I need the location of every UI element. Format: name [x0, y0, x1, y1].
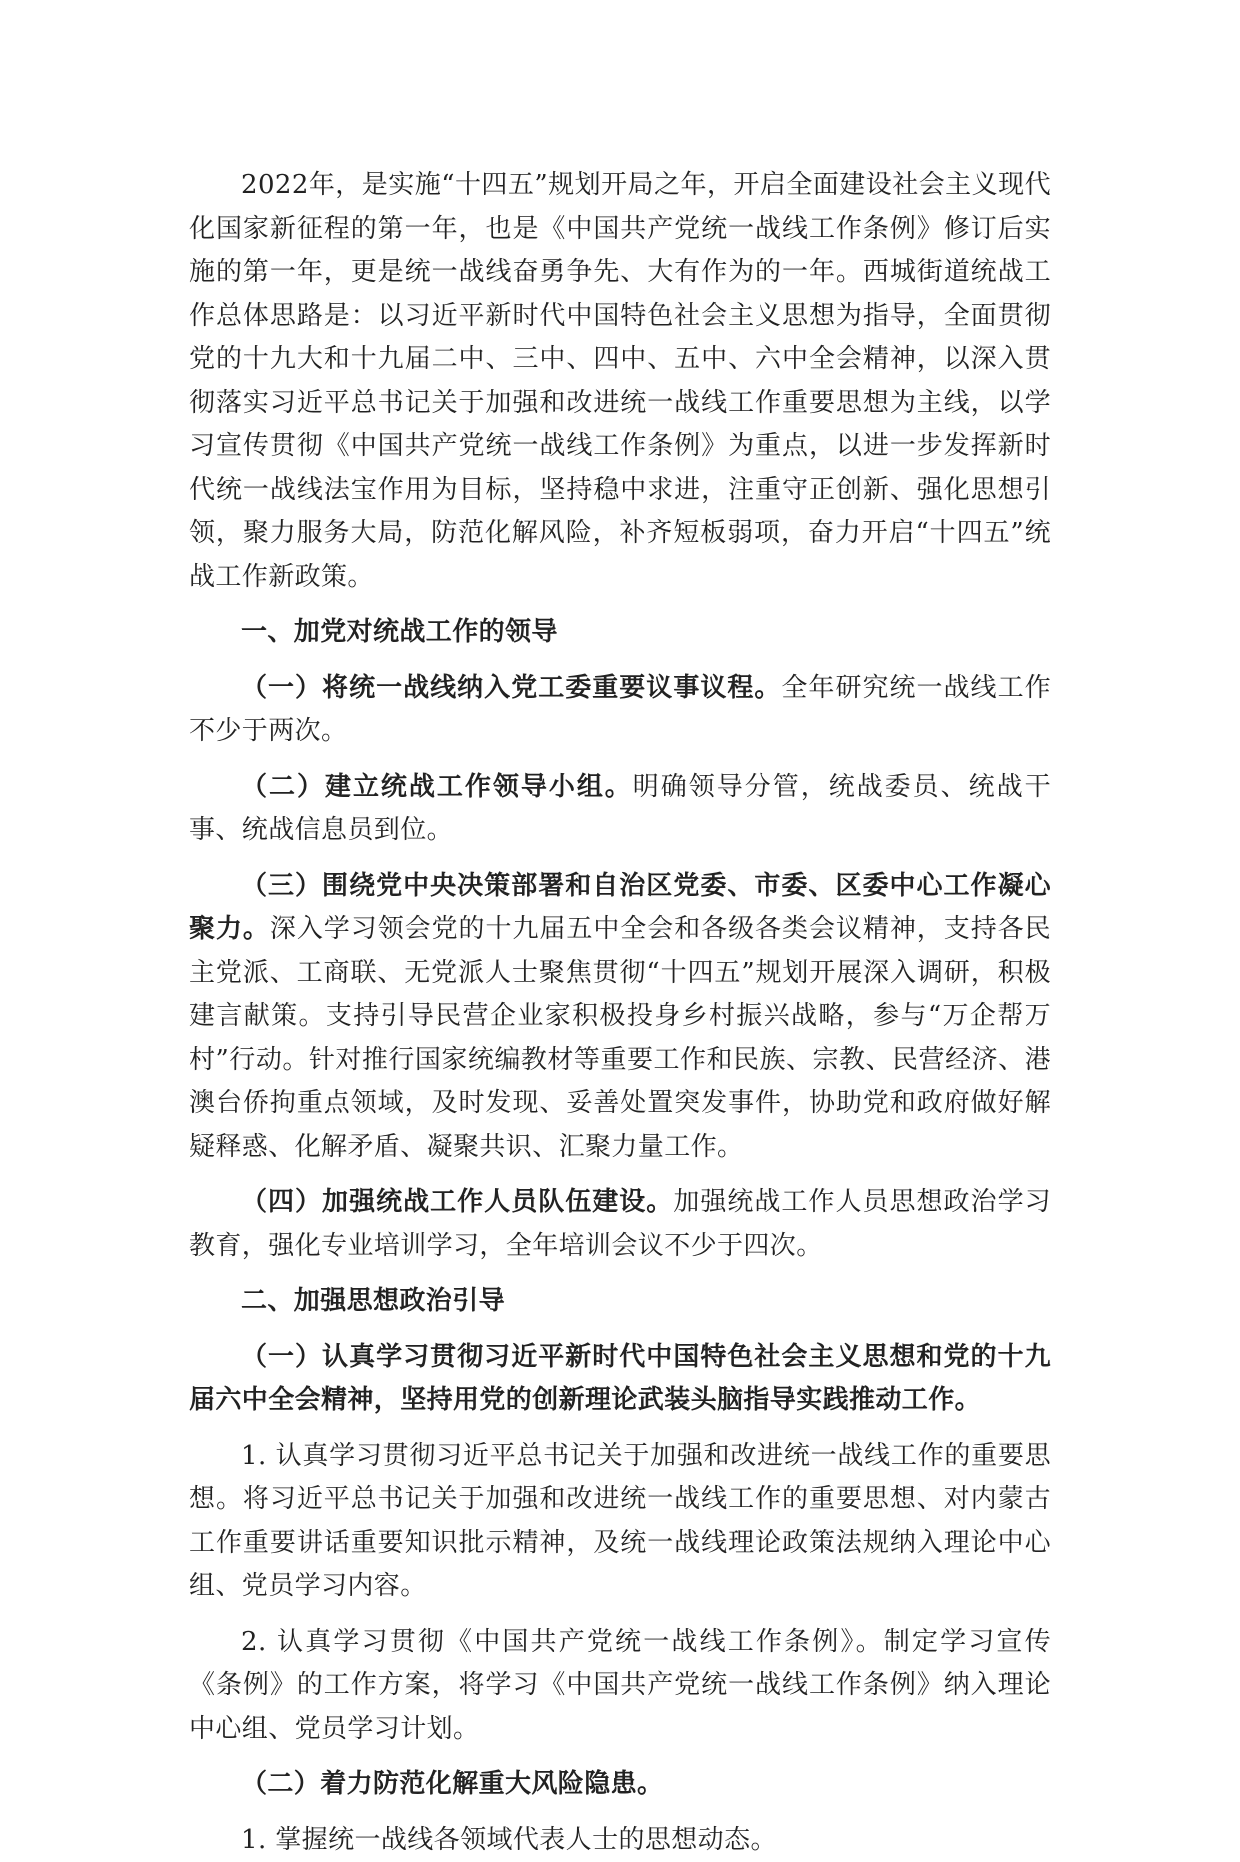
section1-item-3 [189, 865, 1051, 1170]
section2-sub-1: 1. 认真学习贯彻习近平总书记关于加强和改进统一战线工作的重要思想。将习近平总书记关于加强和改进统一战线工作的重要思想、对内蒙古工作重要讲话重要知识批示精神，及统一战线理论政策法规纳入理论中心组、党员学习内容。 [189, 1435, 1051, 1609]
item-lead: （三）围绕党中央决策部署和自治区党委、市委、区委中心工作凝心聚力。 [189, 871, 1051, 945]
section1-item-4 [189, 1181, 1051, 1268]
document-page [189, 164, 1051, 1862]
item-text: 明确领导分管，统战委员、统战干事、统战信息员到位。 [189, 772, 1051, 846]
item-text: 全年研究统一战线工作不少于两次。 [189, 673, 1051, 747]
item-lead: （四）加强统战工作人员队伍建设。 [241, 1187, 673, 1217]
item-lead: （二）建立统战工作领导小组。 [241, 772, 633, 802]
section2-item-1: （一）认真学习贯彻习近平新时代中国特色社会主义思想和党的十九届六中全会精神，坚持用党的创新理论武装头脑指导实践推动工作。 [189, 1336, 1051, 1423]
item-lead: （一）将统一战线纳入党工委重要议事议程。 [241, 673, 781, 703]
section1-item-1 [189, 667, 1051, 754]
section2-item-2: （二）着力防范化解重大风险隐患。 [189, 1763, 1051, 1807]
item-text: 加强统战工作人员思想政治学习教育，强化专业培训学习，全年培训会议不少于四次。 [189, 1187, 1051, 1261]
section1-item-2 [189, 766, 1051, 853]
item-text: 深入学习领会党的十九届五中全会和各级各类会议精神，支持各民主党派、工商联、无党派人士聚焦贯彻“十四五”规划开展深入调研，积极建言献策。支持引导民营企业家积极投身乡村振兴战略，参与“万企帮万村”行动。针对推行国家统编教材等重要工作和民族、宗教、民营经济、港澳台侨拘重点领域，及时发现、妥善处置突发事件，协助党和政府做好解疑释惑、化解矛盾、凝聚共识、汇聚力量工作。 [189, 914, 1051, 1162]
section2-sub-3: 1. 掌握统一战线各领域代表人士的思想动态。 [189, 1819, 1051, 1862]
section-heading-1: 一、加党对统战工作的领导 [189, 611, 1051, 655]
intro-paragraph: 2022年，是实施“十四五”规划开局之年，开启全面建设社会主义现代化国家新征程的第一年，也是《中国共产党统一战线工作条例》修订后实施的第一年，更是统一战线奋勇争先、大有作为的一年。西城街道统战工作总体思路是：以习近平新时代中国特色社会主义思想为指导，全面贯彻党的十九大和十九届二中、三中、四中、五中、六中全会精神，以深入贯彻落实习近平总书记关于加强和改进统一战线工作重要思想为主线，以学习宣传贯彻《中国共产党统一战线工作条例》为重点，以进一步发挥新时代统一战线法宝作用为目标，坚持稳中求进，注重守正创新、强化思想引领，聚力服务大局，防范化解风险，补齐短板弱项，奋力开启“十四五”统战工作新政策。 [189, 164, 1051, 599]
section-heading-2: 二、加强思想政治引导 [189, 1280, 1051, 1324]
section2-sub-2: 2. 认真学习贯彻《中国共产党统一战线工作条例》。制定学习宣传《条例》的工作方案，将学习《中国共产党统一战线工作条例》纳入理论中心组、党员学习计划。 [189, 1621, 1051, 1752]
